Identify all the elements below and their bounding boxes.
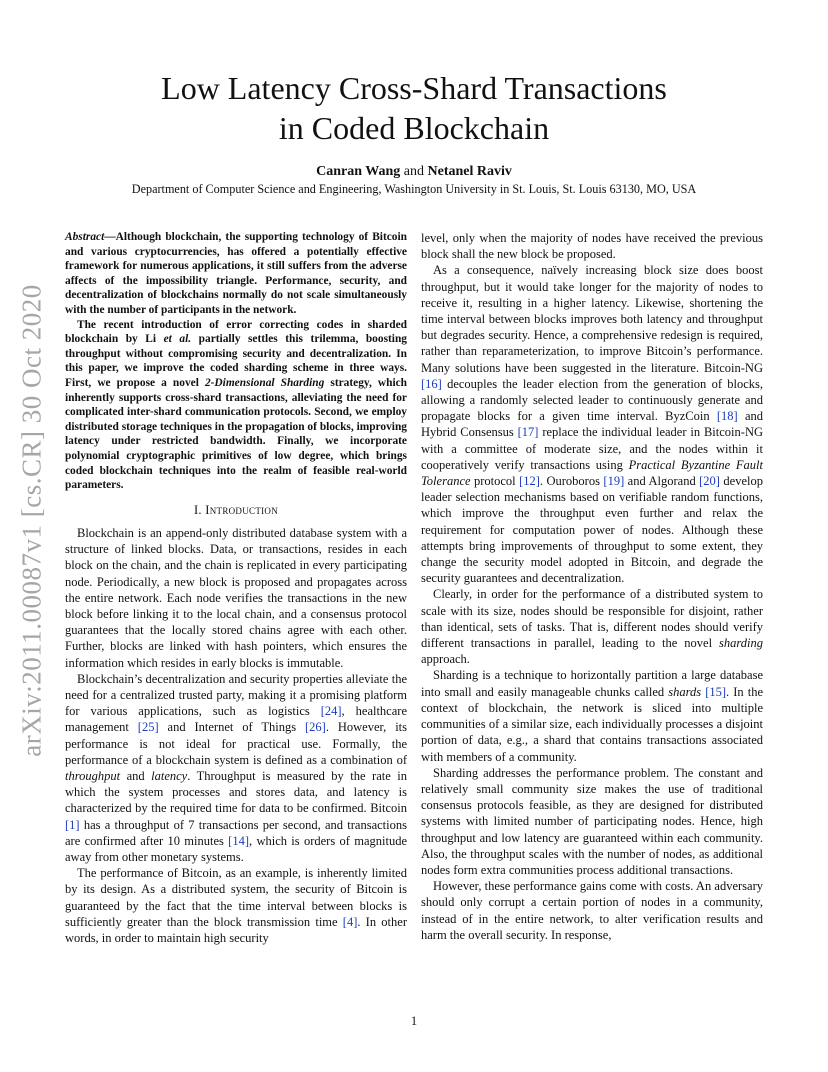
page-number: 1 (410, 1014, 418, 1028)
right-p1-text-d: replace the individual leader in Bitcoin-NG with a committee of moderate size, and the nodes within it cooperatively verify transactions using (421, 425, 763, 472)
intro-p2-text-a: Blockchain’s decentralization and security properties alleviate the need for a centralized trusted party, making it a promising platform for various applications, such as logistics (65, 671, 407, 719)
left-column (65, 230, 407, 946)
intro-p2-text-d: . However, its performance is not ideal for practical use. Formally, the performance of a blockchain system is defined as a combination of (65, 720, 408, 767)
right-p1-text-b: decouples the leader election from the generation of blocks, allowing a randomly selected leader to continuously generate and propagate blocks for a given time interval. ByzCoin (421, 376, 763, 424)
intro-p3-text-a: The performance of Bitcoin, as an example, is inherently limited by its design. As a distributed system, the security of Bitcoin is guaranteed by the fact that the time interval between blocks is sufficiently greater than the block transmission time (65, 866, 407, 929)
abstract-label: Abstract (65, 231, 105, 243)
right-p1-text-e: protocol (470, 474, 520, 489)
right-p3-text-c: . In the context of blockchain, the network is sliced into multiple communities of a similar size, each individually processes a disjoint portion of data, e.g., a shard that contains transactions associated with members of a community. (421, 684, 764, 764)
intro-p2-text-g: has a throughput of 7 transactions per second, and transactions are confirmed after 10 minutes (65, 817, 407, 848)
right-paragraph-3 (421, 667, 763, 764)
abstract-text-2a: The recent introduction of error correcting codes in sharded blockchain by Li (65, 318, 407, 346)
citation-17[interactable]: [17] (517, 425, 539, 440)
intro-paragraph-2 (65, 671, 407, 865)
intro-p2-text-f: . Throughput is measured by the rate in which the system processes and stores data, and latency is characterized by the required time for data to be confirmed. Bitcoin (65, 768, 407, 816)
abstract (65, 230, 407, 493)
right-p1-text-g: and Algorand (624, 474, 700, 489)
citation-19[interactable]: [19] (603, 474, 625, 489)
authors (0, 164, 828, 180)
abstract-paragraph-1 (65, 230, 407, 318)
citation-14[interactable]: [14] (228, 833, 249, 848)
right-p1-text-f: . Ouroboros (539, 474, 604, 489)
paper-title (0, 68, 828, 148)
term-shards: shards (668, 684, 702, 699)
abstract-paragraph-2 (65, 318, 407, 493)
right-paragraph-2 (421, 586, 763, 667)
intro-p2-text-e: and (120, 768, 152, 783)
arxiv-watermark (4, 260, 60, 780)
term-latency: latency (151, 768, 188, 783)
right-p2-text-a: Clearly, in order for the performance of a distributed system to scale with its size, nodes should be responsible for disjoint, rather than identical, sets of tasks. That is, different nodes should verify different transactions in parallel, leading to the novel (421, 587, 763, 651)
title-line-1: Low Latency Cross-Shard Transactions (161, 70, 667, 106)
right-paragraph-1 (421, 262, 763, 586)
term-throughput: throughput (65, 768, 121, 783)
citation-4[interactable]: [4] (342, 914, 358, 929)
citation-26[interactable]: [26] (304, 720, 326, 735)
right-p1-text-c: and Hybrid Consensus (421, 409, 763, 440)
right-p1-text-h: develop leader selection mechanisms based on verifiable random functions, which improve the throughput even further and relax the requirement for computation power of nodes. Although these attempts bring improvements of throughput to some extent, they change the security model adopted in Bitcoin, and degrade the security guarantees and decentralization. (421, 474, 763, 586)
abstract-text-2c: strategy, which inherently supports cross-shard transactions, alleviating the need for complicated inter-shard communication protocols. Second, we employ distributed storage techniques in the propagation of blocks, improving latency under restricted bandwidth. Finally, we incorporate polynomial cryptographic primitives of low degree, which brings coded blockchain techniques into the realm of feasible real-world parameters. (65, 376, 408, 492)
abstract-2d-sharding-term: 2-Dimensional Sharding (204, 376, 325, 389)
author-1: Canran Wang (316, 164, 401, 179)
citation-25[interactable]: [25] (137, 720, 159, 735)
right-p3-text-a: Sharding is a technique to horizontally partition a large database into small and easily manageable chunks called (421, 668, 763, 699)
citation-24[interactable]: [24] (320, 704, 342, 719)
intro-p2-text-b: , healthcare management (65, 704, 407, 735)
arxiv-watermark-text: arXiv:2011.00087v1 [cs.CR] 30 Oct 2020 (16, 283, 47, 757)
section-heading-introduction: I. Introduction (193, 502, 279, 517)
title-line-2: in Coded Blockchain (278, 110, 550, 146)
citation-20[interactable]: [20] (699, 474, 720, 489)
intro-paragraph-1: Blockchain is an append-only distributed database system with a structure of linked blocks. Data, or transactions, resides in each block on the chain, and the chain is replicated in every participating node. Periodically, a new block is proposed and propagates across the entire network. Each node verifies the transactions in the new block before linking it to the local chain, and a consensus protocol guarantees that the locally stored chains agree with each other. Further, blocks are linked with hash pointers, which ensures the information which resides in early blocks is immutable. (65, 525, 407, 670)
abstract-et-al: et al. (163, 333, 192, 346)
abstract-text-2b: partially settles this trilemma, boosting throughput without compromising security and decentralization. In this paper, we improve the coded sharding scheme in three ways. First, we propose a novel (65, 333, 407, 389)
right-paragraph-4: Sharding addresses the performance problem. The constant and relatively small community size makes the use of traditional consensus protocols feasible, as they are designed for distributed systems with limited number of participating nodes. Hence, high throughput and low latency are guaranteed within each community. Also, the throughput scales with the number of nodes, as additional nodes form extra communities process additional transactions. (421, 765, 763, 877)
intro-p3-text-b: . In other words, in order to maintain high security (65, 914, 407, 945)
term-sharding: sharding (719, 636, 763, 651)
abstract-text-1: —Although blockchain, the supporting technology of Bitcoin and various cryptocurrencies, has offered a potentially effective framework for numerous applications, it still suffers from the adverse affects of the impossibility triangle. Performance, security, and decentralization of blockchains normally do not scale simultaneously with the number of participants in the network. (65, 231, 407, 316)
right-paragraph-0: level, only when the majority of nodes have received the previous block shall the new block be proposed. (421, 231, 763, 262)
intro-paragraph-3 (65, 865, 407, 946)
citation-15[interactable]: [15] (705, 684, 727, 699)
term-pbft: Practical Byzantine Fault Tolerance (421, 457, 763, 489)
citation-12[interactable]: [12] (519, 474, 540, 489)
citation-16[interactable]: [16] (421, 376, 442, 391)
affiliation: Department of Computer Science and Engineering, Washington University in St. Louis, St. Louis 63130, MO, USA (131, 182, 697, 196)
right-paragraph-5: However, these performance gains come with costs. An adversary should only corrupt a certain portion of nodes in a community, instead of in the entire network, to alter verification results and harm the overall security. In response, (421, 879, 763, 942)
intro-p2-text-c: and Internet of Things (158, 720, 305, 735)
right-column (421, 230, 763, 943)
citation-18[interactable]: [18] (716, 409, 738, 424)
intro-p2-text-h: , which is orders of magnitude away from other monetary systems. (65, 833, 407, 864)
authors-and: and (400, 164, 428, 179)
right-p1-text-a: As a consequence, naïvely increasing block size does boost throughput, but it would take longer for the majority of nodes to receive it, resulting in a higher latency. Likewise, shortening the time interval between blocks improves both latency and throughput but degrades security. Hence, a comprehensive redesign is required, rather than reparameterization, to improve Bitcoin’s performance. Many solutions have been suggested in the literature. Bitcoin-NG (421, 263, 763, 375)
author-2: Netanel Raviv (427, 164, 512, 179)
citation-1[interactable]: [1] (65, 817, 80, 832)
right-p2-text-b: approach. (421, 652, 470, 667)
